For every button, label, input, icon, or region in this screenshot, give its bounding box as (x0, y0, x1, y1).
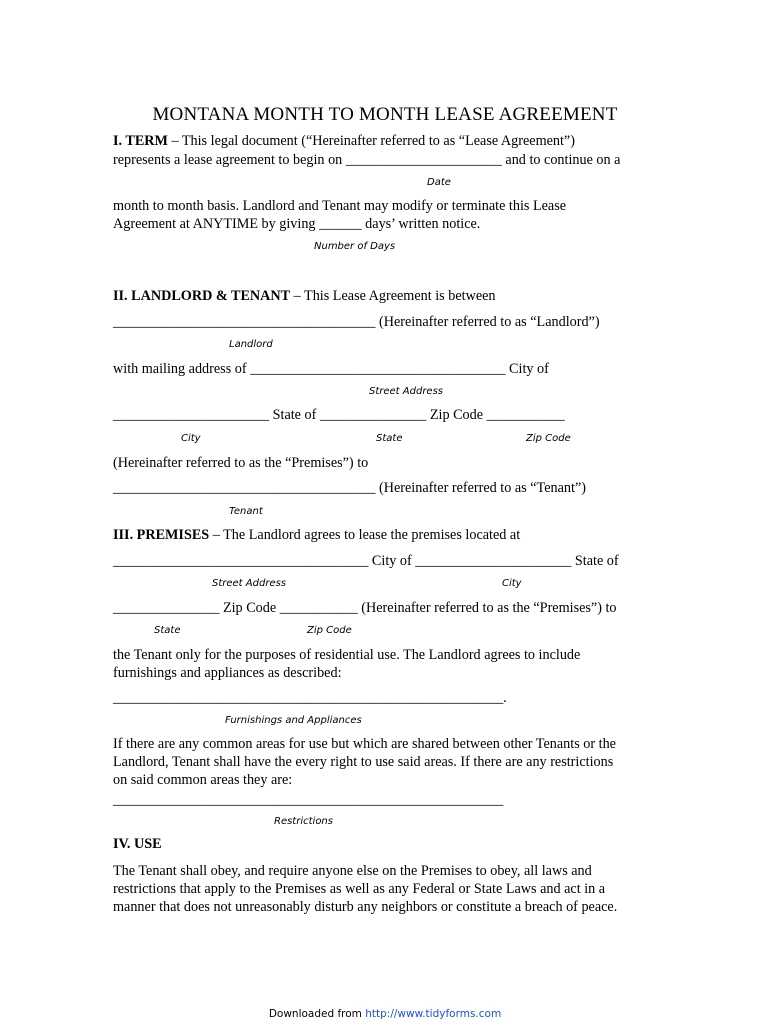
premises-heading: III. PREMISES (113, 527, 210, 543)
caption-zip-code: Zip Code (526, 433, 571, 444)
footer (0, 1008, 770, 1021)
parties-line-2: _____________________________________ (Hereinafter referred to as “Landlord”) (113, 314, 600, 330)
premises-line-1 (113, 527, 520, 544)
caption-street-address: Street Address (369, 386, 444, 397)
use-line-4: manner that does not unreasonably disturb any neighbors or constitute a breach of peace. (113, 899, 618, 915)
parties-line-1 (113, 288, 496, 305)
caption-city: City (181, 433, 201, 444)
term-text-1: – This legal document (“Hereinafter referred to as “Lease Agreement”) (167, 133, 575, 149)
use-heading: IV. USE (113, 836, 162, 852)
use-line-3: restrictions that apply to the Premises as well as any Federal or State Laws and act in a (113, 881, 606, 897)
premises-line-6: _______________________________________________________. (113, 690, 507, 706)
term-line-2: represents a lease agreement to begin on ______________________ and to continue on a (113, 152, 621, 168)
parties-line-3: with mailing address of ____________________________________ City of (113, 361, 549, 377)
premises-line-9: on said common areas they are: (113, 772, 293, 788)
use-line-2: The Tenant shall obey, and require anyone else on the Premises to obey, all laws and (113, 863, 592, 879)
caption-state: State (376, 433, 403, 444)
term-line-3: month to month basis. Landlord and Tenant may modify or terminate this Lease (113, 198, 567, 214)
parties-line-4: ______________________ State of _______________ Zip Code ___________ (113, 407, 565, 423)
premises-line-8: Landlord, Tenant shall have the every right to use said areas. If there are any restrictions (113, 754, 614, 770)
premises-line-10: _______________________________________________________ (113, 792, 504, 808)
footer-link[interactable]: http://www.tidyforms.com (365, 1008, 502, 1020)
term-line-1 (113, 133, 575, 150)
parties-heading: II. LANDLORD & TENANT (113, 288, 291, 304)
caption-landlord: Landlord (229, 339, 273, 350)
footer-prefix: Downloaded from (268, 1008, 366, 1020)
parties-line-5: (Hereinafter referred to as the “Premises”) to (113, 455, 369, 471)
caption-restrictions: Restrictions (274, 816, 333, 827)
premises-line-2: ____________________________________ City of ______________________ State of (113, 553, 619, 569)
premises-line-5: furnishings and appliances as described: (113, 665, 342, 681)
caption-zip-code: Zip Code (307, 625, 352, 636)
parties-text-1: – This Lease Agreement is between (290, 288, 496, 304)
caption-date: Date (427, 177, 451, 188)
caption-city: City (502, 578, 522, 589)
premises-line-3: _______________ Zip Code ___________ (Hereinafter referred to as the “Premises”) to (113, 600, 617, 616)
caption-street-address: Street Address (212, 578, 287, 589)
premises-line-7: If there are any common areas for use but which are shared between other Tenants or the (113, 736, 616, 752)
use-line-1 (113, 836, 162, 853)
caption-number-of-days: Number of Days (314, 241, 396, 252)
caption-state: State (154, 625, 181, 636)
parties-line-6: _____________________________________ (Hereinafter referred to as “Tenant”) (113, 480, 586, 496)
document-title: MONTANA MONTH TO MONTH LEASE AGREEMENT (152, 104, 618, 125)
term-line-4: Agreement at ANYTIME by giving ______ days’ written notice. (113, 216, 481, 232)
term-heading: I. TERM (113, 133, 168, 149)
caption-tenant: Tenant (229, 506, 263, 517)
premises-text-1: – The Landlord agrees to lease the premises located at (209, 527, 521, 543)
caption-furnishings-and-appliances: Furnishings and Appliances (225, 715, 362, 726)
premises-line-4: the Tenant only for the purposes of residential use. The Landlord agrees to include (113, 647, 581, 663)
